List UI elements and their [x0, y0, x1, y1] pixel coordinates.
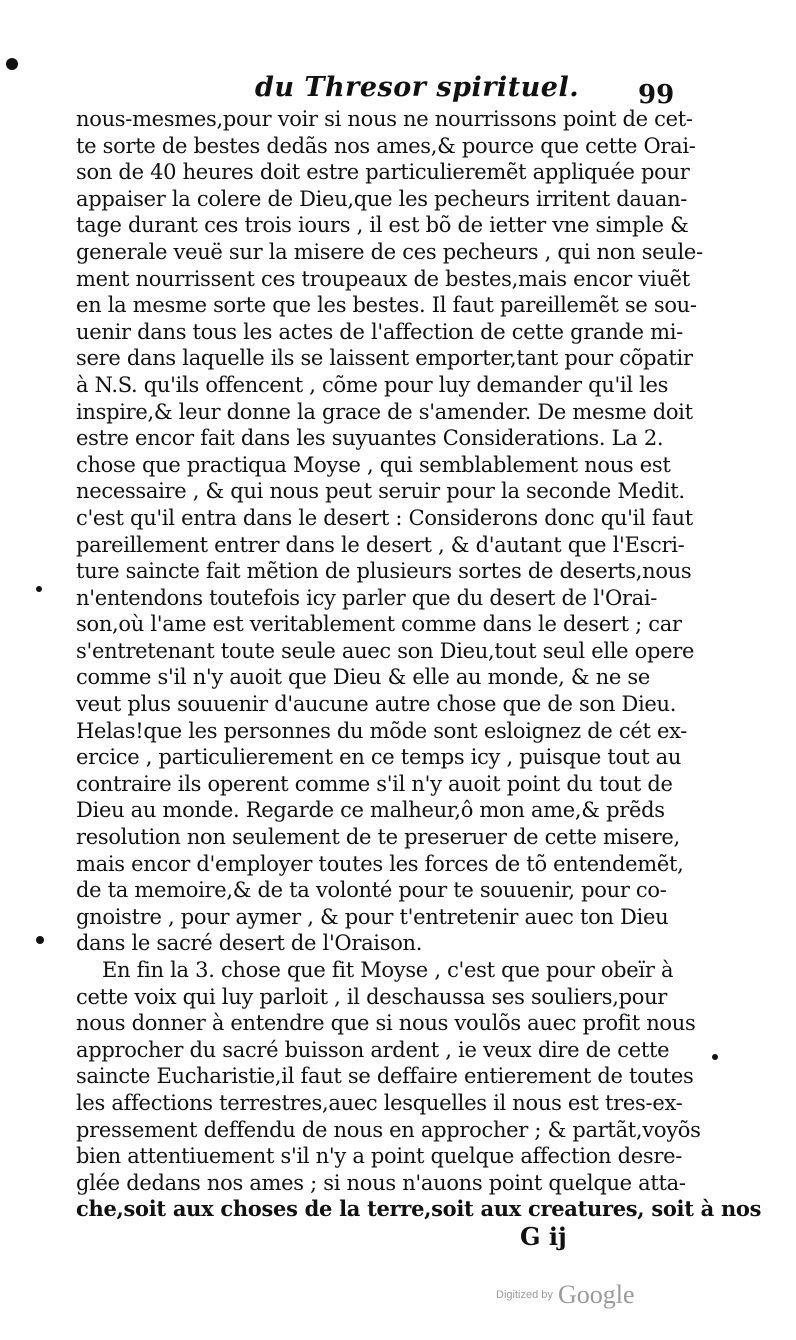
- text-line: saincte Eucharistie,il faut se deffaire entierement de toutes: [76, 1064, 694, 1089]
- text-line: veut plus souuenir d'aucune autre chose que de son Dieu.: [76, 692, 677, 717]
- text-line: nous-mesmes,pour voir si nous ne nourrissons point de cet-: [76, 107, 693, 131]
- text-line: estre encor fait dans les suyuantes Considerations. La 2.: [76, 426, 664, 451]
- text-line: inspire,& leur donne la grace de s'amender. De mesme doit: [76, 399, 693, 424]
- text-line: à N.S. qu'ils offencent , cõme pour luy demander qu'il les: [76, 372, 669, 397]
- text-line: bien attentiuement s'il n'y a point quelque affection desre-: [76, 1144, 683, 1169]
- text-line: generale veuë sur la misere de ces pecheurs , qui non seule-: [76, 239, 703, 264]
- digitized-watermark: [496, 1280, 635, 1310]
- text-line: Dieu au monde. Regarde ce malheur,ô mon ame,& prẽds: [76, 798, 665, 823]
- text-line: son,où l'ame est veritablement comme dans le desert ; car: [76, 612, 682, 637]
- text-line: cette voix qui luy parloit , il deschaussa ses souliers,pour: [76, 984, 668, 1009]
- text-line: te sorte de bestes dedãs nos ames,& pource que cette Orai-: [76, 133, 696, 158]
- text-line: pareillement entrer dans le desert , & d'autant que l'Escri-: [76, 532, 685, 557]
- paragraph-start-line: En fin la 3. chose que fit Moyse , c'est que pour obeïr à: [102, 958, 674, 982]
- text-line: ercice , particulierement en ce temps icy , puisque tout au: [76, 745, 682, 770]
- text-line: resolution non seulement de te preseruer de cette misere,: [76, 825, 680, 850]
- signature-mark: G ij: [520, 1222, 567, 1251]
- watermark-brand: Google: [557, 1280, 635, 1309]
- text-line: chose que practiqua Moyse , qui semblablement nous est: [76, 452, 671, 477]
- text-line: mais encor d'employer toutes les forces de tõ entendemẽt,: [76, 851, 684, 876]
- text-line: de ta memoire,& de ta volonté pour te souuenir, pour co-: [76, 878, 667, 903]
- watermark-prefix: Digitized by: [496, 1289, 553, 1301]
- body-text: [76, 106, 762, 1223]
- text-line: ture saincte fait mẽtion de plusieurs sortes de deserts,nous: [76, 559, 692, 584]
- text-line: gnoistre , pour aymer , & pour t'entretenir auec ton Dieu: [76, 904, 669, 929]
- page-number: 99: [638, 80, 675, 110]
- text-line: nous donner à entendre que si nous voulõs auec profit nous: [76, 1011, 696, 1036]
- text-line: les affections terrestres,auec lesquelles il nous est tres-ex-: [76, 1090, 683, 1115]
- text-line: approcher du sacré buisson ardent , ie veux dire de cette: [76, 1037, 670, 1062]
- ink-dot: [36, 586, 42, 592]
- ink-dot: [6, 58, 18, 70]
- text-line: c'est qu'il entra dans le desert : Considerons donc qu'il faut: [76, 505, 693, 530]
- text-line: necessaire , & qui nous peut seruir pour la seconde Medit.: [76, 479, 685, 504]
- text-line: pressement deffendu de nous en approcher ; & partãt,voyõs: [76, 1117, 701, 1142]
- text-line: che,soit aux choses de la terre,soit aux creatures, soit à nos: [76, 1196, 762, 1222]
- text-line: appaiser la colere de Dieu,que les pecheurs irritent dauan-: [76, 186, 688, 211]
- text-line: en la mesme sorte que les bestes. Il faut pareillemẽt se sou-: [76, 293, 697, 318]
- text-line: uenir dans tous les actes de l'affection de cette grande mi-: [76, 319, 683, 344]
- text-line: n'entendons toutefois icy parler que du desert de l'Orai-: [76, 585, 658, 610]
- text-line: Helas!que les personnes du mõde sont esloignez de cét ex-: [76, 718, 688, 743]
- text-line: contraire ils operent comme s'il n'y auoit point du tout de: [76, 771, 673, 796]
- text-line: s'entretenant toute seule auec son Dieu,tout seul elle opere: [76, 638, 695, 663]
- text-line: dans le sacré desert de l'Oraison.: [76, 931, 423, 956]
- text-line: glée dedans nos ames ; si nous n'auons point quelque atta-: [76, 1170, 686, 1195]
- text-line: sere dans laquelle ils se laissent emporter,tant pour cõpatir: [76, 346, 693, 371]
- ink-dot: [712, 1054, 718, 1060]
- running-head: du Thresor spirituel.: [255, 72, 580, 103]
- text-line: comme s'il n'y auoit que Dieu & elle au monde, & ne se: [76, 665, 650, 690]
- text-line: ment nourrissent ces troupeaux de bestes,mais encor viuẽt: [76, 266, 690, 291]
- text-line: son de 40 heures doit estre particulieremẽt appliquée pour: [76, 160, 690, 185]
- text-line: tage durant ces trois iours , il est bõ de ietter vne simple &: [76, 213, 689, 238]
- ink-dot: [36, 936, 44, 944]
